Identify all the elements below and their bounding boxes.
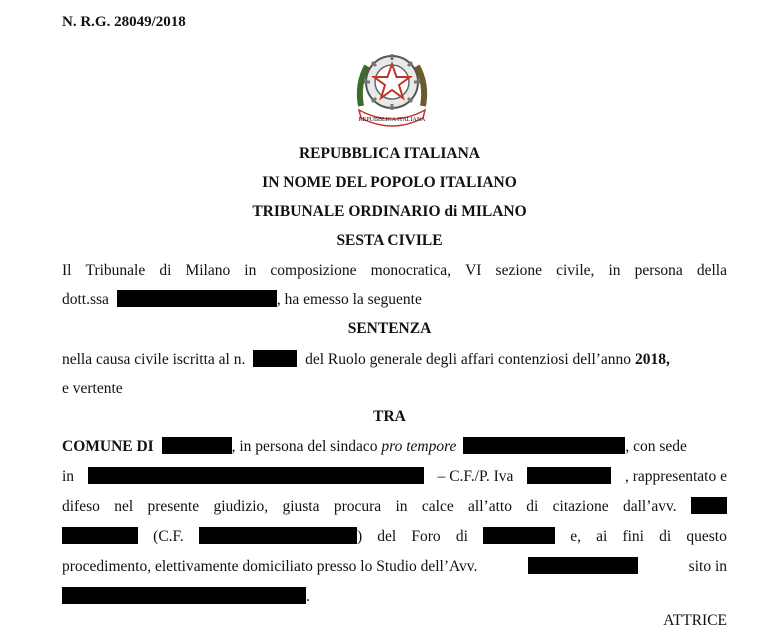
emblem-text: REPUBBLICA ITALIANA xyxy=(358,117,426,123)
heading-people: IN NOME DEL POPOLO ITALIANO xyxy=(262,174,517,191)
party-line-3 xyxy=(62,497,727,517)
word: calce xyxy=(421,498,454,515)
word: persona xyxy=(634,262,683,279)
text-segment: in xyxy=(62,468,75,485)
paragraph-line-4 xyxy=(62,379,727,399)
text-segment: , con sede xyxy=(625,438,687,455)
redaction-block xyxy=(62,587,306,604)
text-segment: del Ruolo generale degli affari contenziosi dell’anno xyxy=(305,351,632,368)
word: Il xyxy=(62,262,72,279)
word: fini xyxy=(622,528,644,545)
word: di xyxy=(526,498,539,515)
word: Foro xyxy=(411,528,441,545)
word: di xyxy=(455,528,468,545)
text-segment: . xyxy=(306,588,310,605)
paragraph-line-3 xyxy=(62,350,727,370)
heading-tribunal: TRIBUNALE ORDINARIO di MILANO xyxy=(252,203,527,220)
judge-title: dott.ssa xyxy=(62,291,109,308)
word: citazione xyxy=(552,498,609,515)
case-year: 2018, xyxy=(634,351,670,368)
word: civile, xyxy=(556,262,595,279)
text-segment: , ha emesso la seguente xyxy=(276,291,422,308)
word: di xyxy=(659,528,672,545)
redaction-block xyxy=(691,497,727,514)
word: VI xyxy=(465,262,482,279)
word: di xyxy=(159,262,172,279)
word: composizione xyxy=(270,262,357,279)
word: Milano xyxy=(185,262,231,279)
word: all’atto xyxy=(468,498,512,515)
heading-section: SESTA CIVILE xyxy=(336,232,443,249)
party-line-2 xyxy=(62,467,727,487)
redaction-block xyxy=(162,437,232,454)
word: della xyxy=(696,262,727,279)
word: ai xyxy=(596,528,608,545)
word: in xyxy=(244,262,257,279)
party-line-6 xyxy=(62,587,727,607)
redaction-block xyxy=(88,467,424,484)
text-segment: procedimento, elettivamente domiciliato presso lo Studio dell’Avv. xyxy=(62,558,478,575)
republic-emblem-icon xyxy=(353,44,431,132)
party-name: COMUNE DI xyxy=(62,438,154,455)
word: in xyxy=(608,262,621,279)
word: questo xyxy=(686,528,727,545)
word: procura xyxy=(333,498,382,515)
word: giudizio, xyxy=(213,498,269,515)
text-segment: sito in xyxy=(688,558,727,575)
word: monocratica, xyxy=(370,262,452,279)
case-number: N. R.G. 28049/2018 xyxy=(62,14,186,30)
word: nel xyxy=(114,498,134,515)
text-segment: e vertente xyxy=(62,380,123,397)
redaction-block xyxy=(62,527,138,544)
redaction-block xyxy=(117,290,277,307)
word: presente xyxy=(147,498,200,515)
word: del xyxy=(377,528,397,545)
redaction-block xyxy=(528,557,638,574)
word: in xyxy=(395,498,408,515)
paragraph-line-1 xyxy=(62,261,727,281)
text-segment: nella causa civile iscritta al n. xyxy=(62,351,246,368)
word: Tribunale xyxy=(85,262,146,279)
text-segment: , in persona del sindaco xyxy=(231,438,378,455)
party-line-5 xyxy=(62,557,727,577)
heading-tra: TRA xyxy=(373,408,406,425)
redaction-block xyxy=(483,527,555,544)
text-segment: , rappresentato e xyxy=(624,468,727,485)
redaction-block xyxy=(253,350,297,367)
paragraph-line-2 xyxy=(62,290,727,310)
redaction-block xyxy=(527,467,611,484)
heading-sentenza: SENTENZA xyxy=(347,320,432,337)
text-segment: ) xyxy=(356,528,363,545)
word: giusta xyxy=(282,498,320,515)
party-line-4 xyxy=(62,527,727,547)
party-role-label: ATTRICE xyxy=(663,612,727,629)
heading-republic: REPUBBLICA ITALIANA xyxy=(298,145,480,162)
word: difeso xyxy=(62,498,100,515)
text-segment: (C.F. xyxy=(153,528,184,545)
redaction-block xyxy=(463,437,625,454)
party-line-1 xyxy=(62,437,727,457)
redaction-block xyxy=(199,527,357,544)
word: sezione xyxy=(495,262,543,279)
word: e, xyxy=(570,528,581,545)
text-segment: pro tempore xyxy=(381,438,457,455)
text-segment: – C.F./P. Iva xyxy=(437,468,514,485)
word: dall’avv. xyxy=(622,498,677,515)
